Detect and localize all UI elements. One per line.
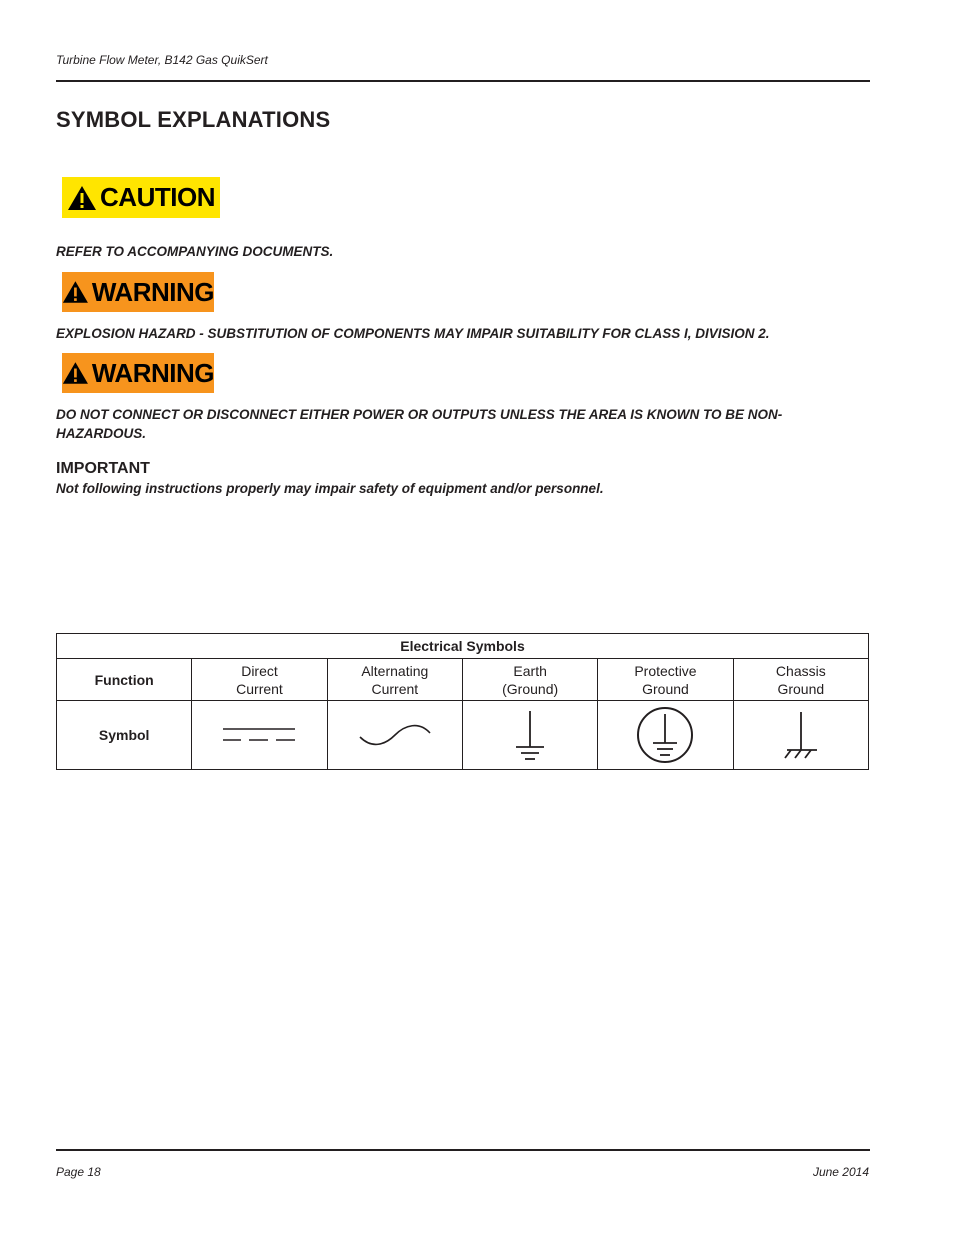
caution-label	[62, 177, 220, 218]
symbol-cell	[462, 701, 597, 770]
symbol-cell	[327, 701, 462, 770]
footer-rule	[56, 1149, 870, 1151]
function-cell	[733, 659, 868, 701]
caution-label-text: CAUTION	[100, 182, 215, 212]
table-row	[57, 659, 869, 701]
function-cell	[327, 659, 462, 701]
warning-message: DO NOT CONNECT OR DISCONNECT EITHER POWER OR OUTPUTS UNLESS THE AREA IS KNOWN TO BE NON-HAZARDOUS.	[56, 407, 783, 441]
footer-date: June 2014	[812, 1165, 869, 1179]
warning-triangle-icon	[62, 280, 89, 304]
function-line1: Alternating	[361, 662, 429, 679]
electrical-symbols-table	[56, 633, 869, 770]
footer-page-number: Page 18	[56, 1165, 101, 1179]
symbol-cell	[598, 701, 733, 770]
warning-triangle-icon	[62, 361, 89, 385]
symbol-row-label: Symbol	[57, 701, 192, 770]
header-rule	[56, 80, 870, 82]
warning-label	[62, 353, 214, 393]
function-line2: Ground	[777, 680, 825, 697]
warning-message: EXPLOSION HAZARD - SUBSTITUTION OF COMPONENTS MAY IMPAIR SUITABILITY FOR CLASS I, DIVISION 2.	[56, 326, 770, 341]
symbol-cell	[192, 701, 327, 770]
table-caption: Electrical Symbols	[57, 634, 869, 659]
function-line2: (Ground)	[502, 680, 559, 697]
function-line2: Current	[236, 680, 283, 697]
direct-current-icon	[221, 724, 297, 746]
function-cell	[192, 659, 327, 701]
function-line1: Direct	[241, 662, 278, 679]
earth-ground-icon	[513, 709, 547, 761]
warning-label-text: WARNING	[91, 276, 214, 307]
function-line2: Current	[371, 680, 419, 697]
protective-ground-icon	[635, 705, 695, 765]
function-cell	[462, 659, 597, 701]
warning-label	[62, 272, 214, 312]
function-line2: Ground	[642, 680, 689, 697]
warning-label-text: WARNING	[91, 357, 214, 388]
function-line1: Chassis	[775, 662, 826, 679]
important-heading: IMPORTANT	[56, 460, 150, 477]
table-row	[57, 701, 869, 770]
important-text: Not following instructions properly may impair safety of equipment and/or personnel.	[56, 481, 604, 496]
chassis-ground-icon	[781, 710, 821, 760]
function-cell	[598, 659, 733, 701]
function-line1: Earth	[513, 662, 547, 679]
symbol-cell	[733, 701, 868, 770]
alternating-current-icon	[357, 723, 433, 747]
page-title: SYMBOL EXPLANATIONS	[56, 107, 331, 132]
warning-triangle-icon	[67, 185, 97, 211]
running-header: Turbine Flow Meter, B142 Gas QuikSert	[56, 53, 268, 67]
function-line1: Protective	[634, 662, 697, 679]
caution-message: REFER TO ACCOMPANYING DOCUMENTS.	[56, 244, 334, 259]
function-row-label: Function	[57, 659, 192, 701]
